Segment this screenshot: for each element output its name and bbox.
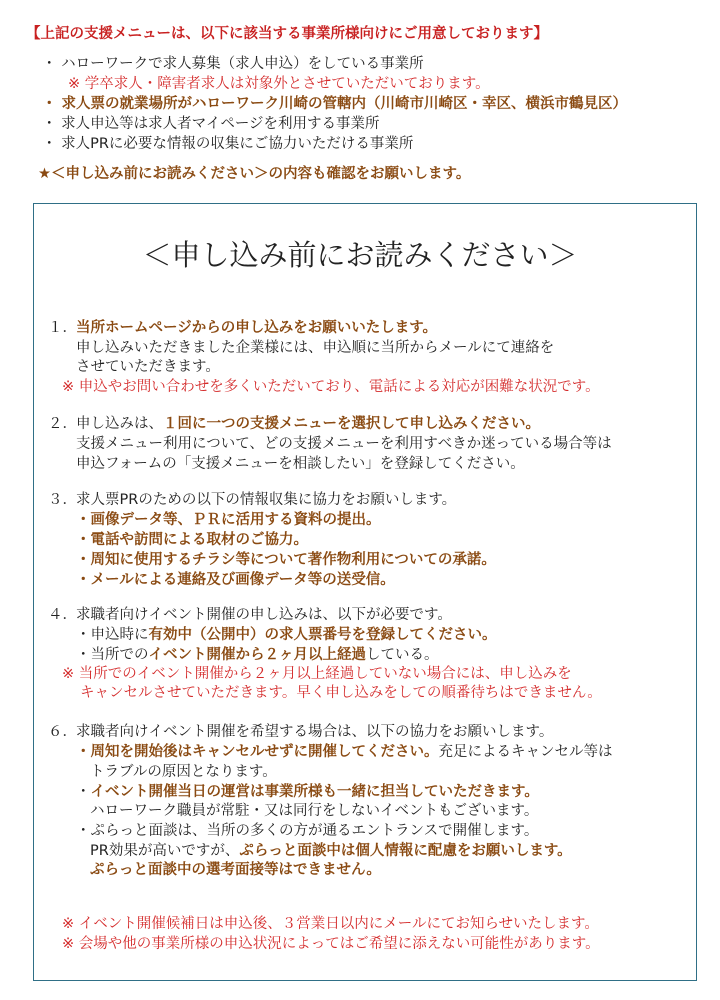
- s6-line1: 求職者向けイベント開催を希望する場合は、以下の協力をお願いします。: [76, 724, 554, 740]
- s6-bullet-1: [76, 742, 613, 762]
- s2-num: ２．: [48, 416, 77, 432]
- s3-bullet-2: ・電話や訪問による取材のご協力。: [76, 532, 308, 548]
- s6-bullet-1-cont: トラブルの原因となります。: [90, 764, 277, 780]
- s4-bullet-2: [76, 645, 439, 665]
- s4-bullet-2-lead: ・当所での: [76, 647, 149, 663]
- s3-bullet-3: ・周知に使用するチラシ等について著作物利用についての承諾。: [76, 552, 496, 568]
- intro-item-4: ・ 求人PRに必要な情報の収集にご協力いただける事業所: [42, 136, 414, 152]
- s6-bullet-3-cont: [90, 841, 572, 861]
- s4-note-2: キャンセルさせていただきます。早く申し込みをしての順番待ちはできません。: [80, 685, 602, 701]
- s6-bullet-1-emphasis: ・周知を開始後はキャンセルせずに開催してください。: [76, 744, 439, 760]
- intro-note: ★＜申し込み前にお読みください＞の内容も確認をお願いします。: [38, 166, 471, 182]
- s6-num: ６．: [48, 724, 77, 740]
- s2-line2: 支援メニュー利用について、どの支援メニューを利用すべきか迷っている場合等は: [76, 436, 612, 452]
- s4-bullet-1: [76, 625, 497, 645]
- s4-num: ４．: [48, 607, 77, 623]
- s1-line1: 当所ホームページからの申し込みをお願いいたします。: [76, 320, 438, 336]
- footer-note-2: ※ 会場や他の事業所様の申込状況によってはご希望に添えない可能性があります。: [62, 936, 600, 952]
- box-title: ＜申し込み前にお読みください＞: [142, 238, 578, 272]
- s2-line1: [76, 414, 540, 434]
- s1-line2: 申し込みいただきました企業様には、申込順に当所からメールにて連絡を: [76, 340, 555, 356]
- s2-line1-emphasis: １回に一つの支援メニューを選択して申し込みください。: [163, 416, 540, 432]
- s4-line1: 求職者向けイベント開催の申し込みは、以下が必要です。: [76, 607, 452, 623]
- s3-num: ３．: [48, 492, 77, 508]
- s4-bullet-2-emphasis: イベント開催から２ヶ月以上経過: [148, 647, 366, 663]
- s6-bullet-2-emphasis: イベント開催当日の運営は事業所様も一緒に担当していただきます。: [90, 784, 539, 800]
- s6-bullet-3-emphasis: ぷらっと面談中は個人情報に配慮をお願いします。: [239, 843, 572, 859]
- s3-bullet-4: ・メールによる連絡及び画像データ等の送受信。: [76, 572, 395, 588]
- s3-line1: 求人票PRのための以下の情報収集に協力をお願いします。: [76, 492, 457, 508]
- s3-bullet-1: ・画像データ等、ＰＲに活用する資料の提出。: [76, 512, 381, 528]
- intro-heading: 【上記の支援メニューは、以下に該当する事業所様向けにご用意しております】: [26, 26, 548, 42]
- s4-note-1: ※ 当所でのイベント開催から２ヶ月以上経過していない場合には、申し込みを: [62, 666, 572, 682]
- s6-bullet-3-lead: PR効果が高いですが、: [90, 843, 240, 859]
- s1-num: １．: [48, 320, 77, 336]
- s6-bullet-1-tail: 充足によるキャンセル等は: [438, 744, 613, 760]
- footer-note-1: ※ イベント開催候補日は申込後、３営業日以内にメールにてお知らせいたします。: [62, 916, 599, 932]
- s6-bullet-2-cont: ハローワーク職員が常駐・又は同行をしないイベントもございます。: [90, 803, 539, 819]
- s6-bullet-3: ・ぷらっと面談は、当所の多くの方が通るエントランスで開催します。: [76, 823, 539, 839]
- s1-note: ※ 申込やお問い合わせを多くいただいており、電話による対応が困難な状況です。: [62, 379, 600, 395]
- s6-bullet-3-note: ぷらっと面談中の選考面接等はできません。: [90, 862, 381, 878]
- intro-item-3: ・ 求人申込等は求人者マイページを利用する事業所: [42, 116, 380, 132]
- s2-line3: 申込フォームの「支援メニューを相談したい」を登録してください。: [76, 456, 525, 472]
- s6-bullet-2-dot: ・: [76, 784, 91, 800]
- s1-line3: させていただきます。: [76, 359, 220, 375]
- intro-item-1: ・ ハローワークで求人募集（求人申込）をしている事業所: [42, 56, 424, 72]
- intro-item-2: ・ 求人票の就業場所がハローワーク川崎の管轄内（川崎市川崎区・幸区、横浜市鶴見区）: [42, 96, 628, 112]
- s4-bullet-1-lead: ・申込時に: [76, 627, 149, 643]
- s4-bullet-1-emphasis: 有効中（公開中）の求人票番号を登録してください。: [148, 627, 497, 643]
- s2-line1-lead: 申し込みは、: [76, 416, 163, 432]
- s4-bullet-2-tail: している。: [366, 647, 439, 663]
- intro-item-note: ※ 学卒求人・障害者求人は対象外とさせていただいております。: [68, 76, 490, 92]
- s6-bullet-2: [76, 782, 539, 802]
